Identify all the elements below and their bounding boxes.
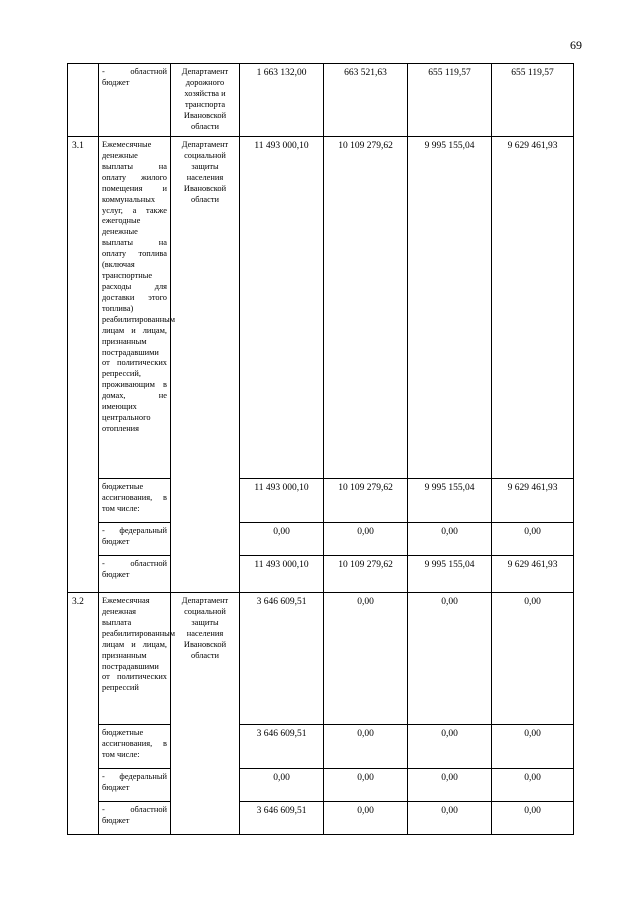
budget-source-label: - областной бюджет xyxy=(102,67,167,87)
budget-source-label: - областной бюджет xyxy=(102,559,167,579)
budget-source-label: бюджетные ассигнования, в том числе: xyxy=(102,728,167,759)
amount-cell: 0,00 xyxy=(240,523,324,556)
amount-cell: 9 995 155,04 xyxy=(408,479,492,523)
amount-cell: 0,00 xyxy=(240,769,324,802)
amount-cell: 0,00 xyxy=(324,769,408,802)
table-row xyxy=(68,523,574,556)
budget-table xyxy=(67,63,574,835)
amount-cell: 9 995 155,04 xyxy=(408,556,492,593)
measure-name-cell xyxy=(99,137,176,479)
amount-cell: 11 493 000,10 xyxy=(240,556,324,593)
amount-cell: 10 109 279,62 xyxy=(324,479,408,523)
amount-cell: 0,00 xyxy=(492,802,574,835)
page-number: 69 xyxy=(570,38,582,52)
measure-name: Ежемесячная денежная выплата реабилитированным лицам и лицам, признанным пострадавшими от политических репрессий xyxy=(102,596,176,693)
item-number-cell xyxy=(68,64,99,137)
budget-source-label: бюджетные ассигнования, в том числе: xyxy=(102,482,167,513)
executor-cell xyxy=(171,137,240,593)
amount-cell: 0,00 xyxy=(408,769,492,802)
amount-cell: 0,00 xyxy=(324,725,408,769)
amount-cell: 3 646 609,51 xyxy=(240,593,324,725)
amount-cell: 0,00 xyxy=(492,769,574,802)
amount-cell: 1 663 132,00 xyxy=(240,64,324,137)
amount-cell: 9 995 155,04 xyxy=(408,137,492,479)
table-row xyxy=(68,802,574,835)
amount-cell: 0,00 xyxy=(492,725,574,769)
budget-source-cell xyxy=(99,725,171,769)
budget-source-cell xyxy=(99,556,171,593)
measure-name-cell xyxy=(99,593,176,725)
amount-cell: 3 646 609,51 xyxy=(240,725,324,769)
table-row xyxy=(68,769,574,802)
item-number: 3.1 xyxy=(68,137,99,593)
budget-source-cell xyxy=(99,64,171,137)
amount-cell: 655 119,57 xyxy=(408,64,492,137)
table-row xyxy=(68,137,574,479)
budget-source-cell xyxy=(99,802,171,835)
budget-source-label: - федеральный бюджет xyxy=(102,772,167,792)
amount-cell: 0,00 xyxy=(324,523,408,556)
amount-cell: 10 109 279,62 xyxy=(324,137,408,479)
amount-cell: 0,00 xyxy=(408,725,492,769)
item-number: 3.2 xyxy=(68,593,99,835)
amount-cell: 11 493 000,10 xyxy=(240,479,324,523)
executor-label: Департамент социальной защиты населения Ивановской области xyxy=(181,140,229,204)
amount-cell: 9 629 461,93 xyxy=(492,137,574,479)
measure-name: Ежемесячные денежные выплаты на оплату жилого помещения и коммунальных услуг, а также ежегодные денежные выплаты на оплату топлива (включая транспортные расходы для доставки этого топлива) реабилитированным лицам и лицам, признанным пострадавшими от политических репрессий, проживающим в домах, не имеющих центрального отопления xyxy=(102,140,176,433)
table-row xyxy=(68,725,574,769)
amount-cell: 0,00 xyxy=(492,523,574,556)
amount-cell: 0,00 xyxy=(324,802,408,835)
amount-cell: 9 629 461,93 xyxy=(492,479,574,523)
amount-cell: 0,00 xyxy=(408,523,492,556)
budget-source-cell xyxy=(99,769,171,802)
amount-cell: 9 629 461,93 xyxy=(492,556,574,593)
table-row xyxy=(68,479,574,523)
amount-cell: 0,00 xyxy=(324,593,408,725)
budget-source-label: - областной бюджет xyxy=(102,805,167,825)
budget-source-label: - федеральный бюджет xyxy=(102,526,167,546)
executor-cell xyxy=(171,593,240,835)
amount-cell: 655 119,57 xyxy=(492,64,574,137)
amount-cell: 0,00 xyxy=(408,593,492,725)
table-row xyxy=(68,64,574,137)
executor-label: Департамент социальной защиты населения Ивановской области xyxy=(181,596,229,660)
executor-cell xyxy=(171,64,240,137)
table-row xyxy=(68,556,574,593)
amount-cell: 3 646 609,51 xyxy=(240,802,324,835)
amount-cell: 0,00 xyxy=(408,802,492,835)
amount-cell: 663 521,63 xyxy=(324,64,408,137)
amount-cell: 11 493 000,10 xyxy=(240,137,324,479)
budget-source-cell xyxy=(99,479,171,523)
budget-source-cell xyxy=(99,523,171,556)
amount-cell: 10 109 279,62 xyxy=(324,556,408,593)
amount-cell: 0,00 xyxy=(492,593,574,725)
table-row xyxy=(68,593,574,725)
executor-label: Департамент дорожного хозяйства и транспорта Ивановской области xyxy=(181,67,229,131)
